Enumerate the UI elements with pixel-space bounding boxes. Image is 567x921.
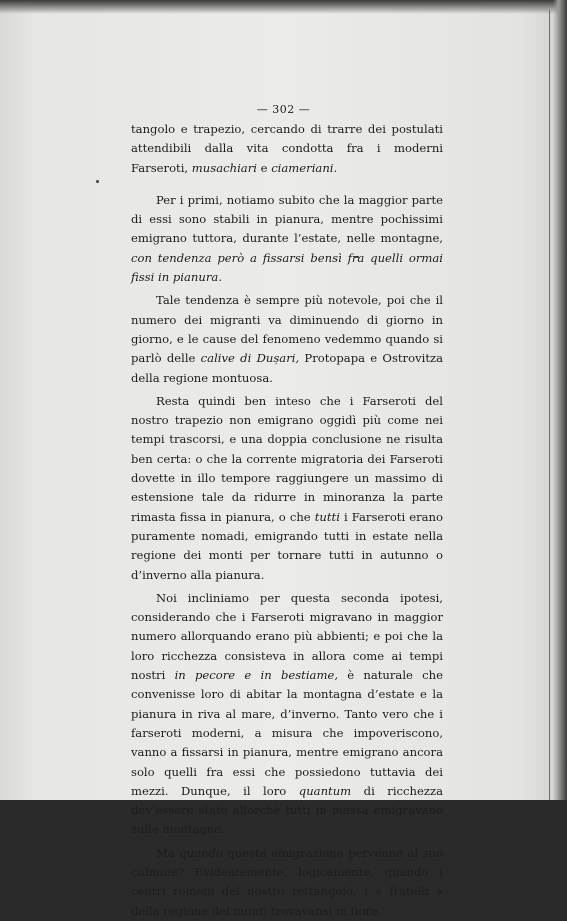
text-run: Protopapa e Ostrovitza della regione montuosa. — [131, 351, 444, 385]
italic-run: in pecore e in bestiame, — [174, 668, 338, 683]
italic-run: calive di Dușari, — [200, 351, 300, 366]
text-run: Per i primi, notiamo subito che la maggior parte di essi sono stabili in pianura, mentre pochissimi emigrano tuttora, durante l’estate, nelle montagne, — [131, 192, 443, 246]
paragraph-4 — [131, 392, 443, 585]
page-edge-line — [549, 10, 550, 800]
text-run: Noi incliniamo per questa seconda ipotesi, considerando che i Farseroti migravano in maggior numero allorquando erano più abbienti; e poi che la loro ricchezza consisteva in allora come ai tempi nostri — [131, 590, 443, 683]
text-run: Resta quindi ben inteso che i Farseroti del nostro trapezio non emigrano oggidì più come nei tempi trascorsi, e una doppia conclusione ne risulta ben certa: o che la corrente migratoria dei Farseroti dovette in illo tempore raggiungere un massimo di estensione tale da ridurre in minoranza la parte rimasta fissa in pianura, o che — [131, 393, 443, 524]
italic-run: tutti — [314, 509, 340, 524]
page-number: — 302 — — [256, 103, 311, 116]
scan-top-shadow — [0, 0, 567, 14]
scan-right-edge — [553, 0, 567, 800]
body-text — [131, 120, 443, 921]
text-run: e — [256, 160, 272, 175]
text-run: tangolo e trapezio, cercando di trarre dei postulati attendibili dalla vita condotta fra i moderni Farseroti, — [131, 122, 443, 175]
italic-run: musachiari — [191, 160, 257, 175]
text-run: i Farseroti erano puramente nomadi, emigrando tutti in estate nella regione dei monti per tornare tutti in autunno o d’inverno alla pianura. — [131, 509, 443, 582]
text-run: è naturale che convenisse loro di abitar la montagna d’estate e la pianura in riva al mare, d’inverno. Tanto vero che i farseroti moderni, a misura che impoveriscono, vanno a fissarsi in pianura, mentre emigrano ancora solo quelli fra essi che possiedono tuttavia dei mezzi. Dunque, il loro — [131, 668, 443, 798]
paragraph-1 — [131, 120, 443, 178]
text-run: di ricchezza dev’essere stato allorchè tutti in massa emigravano sulle montagne. — [131, 783, 444, 837]
paragraph-2 — [131, 191, 443, 287]
paragraph-3 — [131, 291, 443, 387]
paragraph-5 — [131, 589, 443, 840]
paragraph-6 — [131, 844, 443, 921]
text-run: Ma — [156, 845, 180, 860]
italic-run: quantum — [298, 783, 352, 798]
ink-speck — [96, 180, 99, 183]
italic-run: con tendenza però a fissarsi bensì fra quelli ormai fissi in pianura. — [131, 250, 443, 285]
text-run: questa emigrazione pervenne al suo culmine? Evidentemente, logicamente, quando i centri romeni del nostro rettangolo, i « fratelli » della regione dei monti trovavansi in fiore. — [131, 845, 444, 918]
text-run: Tale tendenza è sempre più notevole, poi che il numero dei migranti va diminuendo di giorno in giorno, e le cause del fenomeno vedemmo quando si parlò delle — [131, 293, 443, 366]
italic-run: ciameriani. — [271, 160, 338, 175]
italic-run: quando — [179, 845, 223, 860]
